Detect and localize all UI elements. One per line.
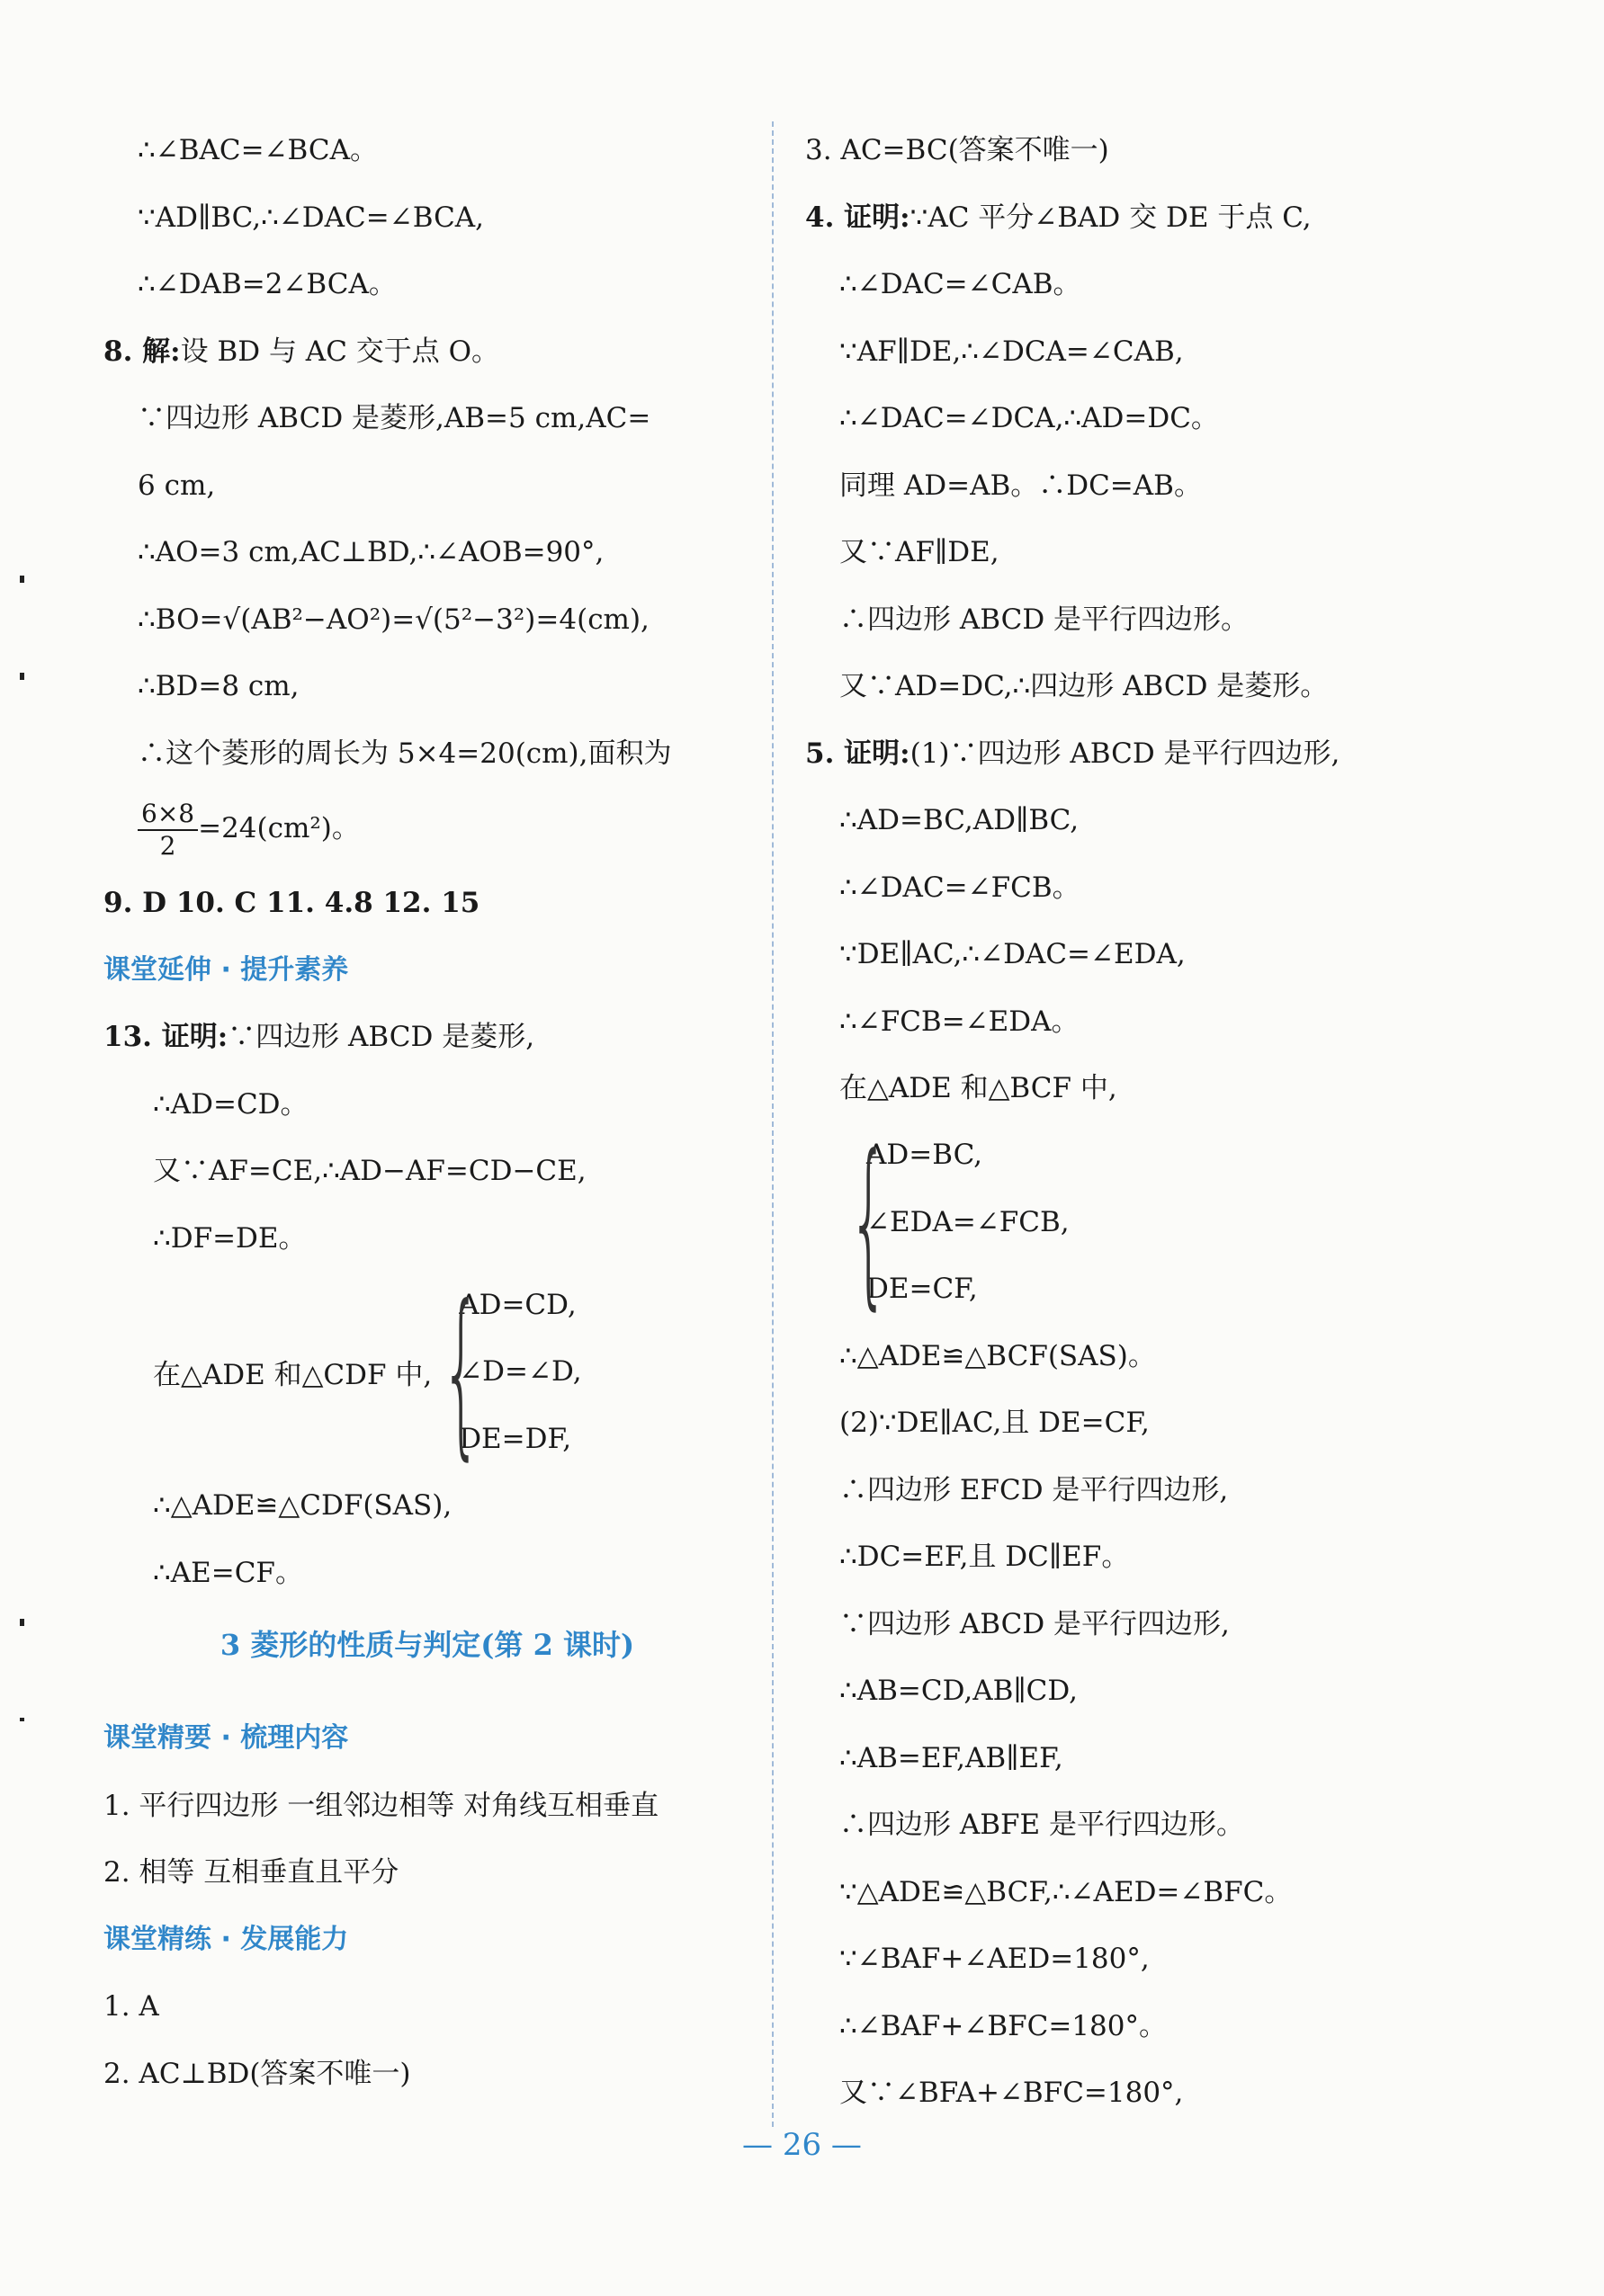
text-line: ∴∠DAB=2∠BCA。 bbox=[138, 268, 397, 300]
text-line: 又∵∠BFA+∠BFC=180°, bbox=[839, 2077, 1184, 2109]
condition: DE=CF, bbox=[866, 1273, 978, 1306]
text-line: ∵DE∥AC,∴∠DAC=∠EDA, bbox=[839, 938, 1186, 970]
question-5 bbox=[805, 720, 1489, 788]
margin-mark bbox=[20, 1718, 24, 1721]
text-line: ∴AB=CD,AB∥CD, bbox=[839, 1675, 1078, 1707]
text-line: ∴BO=√(AB²−AO²)=√(5²−3²)=4(cm), bbox=[138, 603, 650, 636]
question-4 bbox=[805, 184, 1489, 252]
text-line: 同理 AD=AB。∴DC=AB。 bbox=[839, 469, 1202, 502]
answer-line: 2. 相等 互相垂直且平分 bbox=[103, 1856, 399, 1889]
margin-mark bbox=[20, 576, 24, 583]
fraction-denominator: 2 bbox=[159, 830, 176, 861]
fraction bbox=[138, 799, 198, 862]
answer-line: 1. A bbox=[103, 1990, 159, 2023]
brace-conditions bbox=[866, 1121, 1070, 1323]
question-number: 4. 证明: bbox=[805, 201, 910, 234]
text-line: ∴四边形 ABCD 是平行四边形。 bbox=[839, 603, 1250, 636]
text-line: ∵∠BAF+∠AED=180°, bbox=[839, 1943, 1150, 1975]
text-line: ∴∠DAC=∠CAB。 bbox=[839, 268, 1081, 300]
text-line: (2)∵DE∥AC,且 DE=CF, bbox=[839, 1407, 1150, 1439]
question-number: 8. 解: bbox=[103, 335, 181, 368]
text-line: ∴四边形 ABFE 是平行四边形。 bbox=[839, 1809, 1245, 1841]
brace-system bbox=[805, 1117, 1489, 1327]
text-line: 在△ADE 和△BCF 中, bbox=[839, 1072, 1117, 1104]
text-line: ∴△ADE≌△BCF(SAS)。 bbox=[839, 1339, 1156, 1372]
text-line: ∴AD=CD。 bbox=[153, 1087, 309, 1121]
text-line: ∵AD∥BC,∴∠DAC=∠BCA, bbox=[138, 201, 485, 234]
answer-line: 3. AC=BC(答案不唯一) bbox=[805, 134, 1109, 166]
text-line: ∴AB=EF,AB∥EF, bbox=[839, 1741, 1063, 1774]
fraction-numerator: 6×8 bbox=[138, 799, 198, 831]
text-line: ∴DF=DE。 bbox=[153, 1221, 307, 1255]
text-line: ∴∠BAF+∠BFC=180°。 bbox=[839, 2009, 1167, 2042]
question-number: 5. 证明: bbox=[805, 737, 910, 770]
condition: AD=BC, bbox=[866, 1139, 983, 1172]
text-line: 又∵AF∥DE, bbox=[839, 536, 999, 568]
section-heading-practice: 课堂精练 · 发展能力 bbox=[103, 1923, 349, 1955]
text-line: ∴AE=CF。 bbox=[153, 1556, 303, 1589]
text-line: ∴BD=8 cm, bbox=[138, 670, 300, 702]
lesson-title: 3 菱形的性质与判定(第 2 课时) bbox=[220, 1628, 635, 1662]
condition: DE=DF, bbox=[459, 1422, 572, 1455]
page-number: — 26 — bbox=[742, 2127, 862, 2163]
brace-prefix: 在△ADE 和△CDF 中, bbox=[153, 1359, 433, 1391]
text-line: ∵AF∥DE,∴∠DCA=∠CAB, bbox=[839, 335, 1184, 368]
fraction-line bbox=[103, 787, 751, 870]
text-line: ∴△ADE≌△CDF(SAS), bbox=[153, 1489, 453, 1522]
question-8 bbox=[103, 318, 751, 386]
fraction-rest: =24(cm²)。 bbox=[198, 812, 360, 844]
text-line: ∵四边形 ABCD 是菱形,AB=5 cm,AC= bbox=[138, 402, 651, 434]
text-line: ∴DC=EF,且 DC∥EF。 bbox=[839, 1541, 1130, 1573]
condition: ∠EDA=∠FCB, bbox=[866, 1205, 1070, 1238]
text-line: 又∵AF=CE,∴AD−AF=CD−CE, bbox=[153, 1155, 587, 1187]
condition: ∠D=∠D, bbox=[459, 1355, 582, 1389]
text-line: ∴AD=BC,AD∥BC, bbox=[839, 804, 1080, 836]
question-13 bbox=[103, 1004, 751, 1071]
question-text: ∵四边形 ABCD 是菱形, bbox=[228, 1021, 535, 1053]
text-line: ∴∠FCB=∠EDA。 bbox=[839, 1005, 1080, 1038]
section-heading-essential: 课堂精要 · 梳理内容 bbox=[103, 1722, 349, 1754]
text-line: ∴AO=3 cm,AC⊥BD,∴∠AOB=90°, bbox=[138, 536, 605, 568]
answer-line: 1. 平行四边形 一组邻边相等 对角线互相垂直 bbox=[103, 1789, 659, 1822]
question-text: 设 BD 与 AC 交于点 O。 bbox=[180, 335, 500, 368]
answer-line: 2. AC⊥BD(答案不唯一) bbox=[103, 2057, 411, 2090]
text-line: ∴∠DAC=∠FCB。 bbox=[839, 871, 1080, 904]
margin-mark bbox=[20, 1619, 24, 1626]
text-line: ∴∠BAC=∠BCA。 bbox=[138, 134, 378, 166]
text-line: ∴这个菱形的周长为 5×4=20(cm),面积为 bbox=[138, 737, 672, 770]
question-number: 13. 证明: bbox=[103, 1021, 229, 1053]
answers-line: 9. D 10. C 11. 4.8 12. 15 bbox=[103, 887, 480, 919]
brace-icon: { bbox=[848, 1117, 889, 1327]
text-line: ∵△ADE≌△BCF,∴∠AED=∠BFC。 bbox=[839, 1875, 1293, 1908]
text-line: ∴∠DAC=∠DCA,∴AD=DC。 bbox=[839, 402, 1219, 434]
text-line: 又∵AD=DC,∴四边形 ABCD 是菱形。 bbox=[839, 670, 1329, 702]
brace-system bbox=[103, 1266, 751, 1477]
right-column bbox=[805, 117, 1489, 2127]
text-line: 6 cm, bbox=[138, 469, 216, 502]
section-heading-extend: 课堂延伸 · 提升素养 bbox=[103, 953, 349, 986]
brace-icon: { bbox=[441, 1266, 482, 1477]
column-divider bbox=[772, 121, 774, 2127]
text-line: ∴四边形 EFCD 是平行四边形, bbox=[839, 1473, 1229, 1506]
question-text: (1)∵四边形 ABCD 是平行四边形, bbox=[910, 737, 1340, 770]
text-line: ∵四边形 ABCD 是平行四边形, bbox=[839, 1607, 1230, 1640]
condition: AD=CD, bbox=[459, 1288, 577, 1321]
left-column bbox=[103, 117, 751, 2107]
margin-mark bbox=[20, 673, 24, 680]
question-text: ∵AC 平分∠BAD 交 DE 于点 C, bbox=[910, 201, 1312, 234]
